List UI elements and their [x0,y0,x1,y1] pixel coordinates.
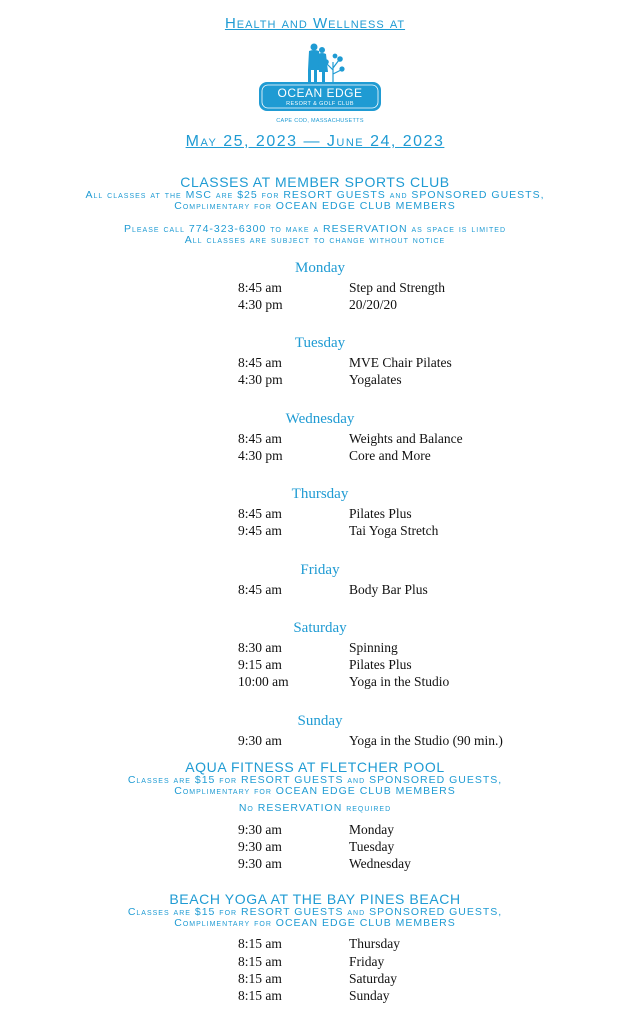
session-day: Friday [349,954,385,969]
msc-change-note: All classes are subject to change without notice [184,234,446,246]
class-time: 8:45 am [238,431,282,446]
day-heading-friday: Friday [300,562,340,578]
aqua-price-note: Classes are $15 for RESORT GUESTS and SPONSORED GUESTS, [127,774,503,786]
class-time: 8:45 am [238,582,282,597]
logo-name: OCEAN EDGE [277,86,363,100]
class-time: 9:30 am [238,733,282,748]
class-time: 8:45 am [238,280,282,295]
session-day: Wednesday [349,856,411,871]
ocean-edge-logo [255,40,385,128]
session-time: 9:30 am [238,822,282,837]
day-heading-monday: Monday [295,260,345,276]
day-heading-sunday: Sunday [297,713,343,729]
session-time: 8:15 am [238,971,282,986]
msc-member-note: Complimentary for OCEAN EDGE CLUB MEMBERS [174,200,456,212]
class-name: Tai Yoga Stretch [349,523,439,538]
class-name: Yoga in the Studio (90 min.) [349,733,503,748]
logo-subline: RESORT & GOLF CLUB [286,101,354,107]
beach-section-title: BEACH YOGA AT THE BAY PINES BEACH [169,891,461,907]
logo-location: CAPE COD, MASSACHUSETTS [276,118,364,124]
date-range: May 25, 2023 — June 24, 2023 [185,133,445,150]
beach-price-note: Classes are $15 for RESORT GUESTS and SPONSORED GUESTS, [127,906,503,918]
page-title: Health and Wellness at [224,15,406,32]
day-heading-wednesday: Wednesday [285,411,355,427]
session-time: 9:30 am [238,839,282,854]
session-day: Sunday [349,988,390,1003]
msc-price-note: All classes at the MSC are $25 for RESORT GUESTS and SPONSORED GUESTS, [85,189,545,201]
msc-reservation-note: Please call 774-323-6300 to make a RESERVATION as space is limited [123,223,507,235]
class-name: Core and More [349,448,431,463]
class-time: 10:00 am [238,674,289,689]
class-name: Spinning [349,640,398,655]
msc-section-title: CLASSES AT MEMBER SPORTS CLUB [180,174,450,190]
day-heading-thursday: Thursday [291,486,349,502]
day-heading-saturday: Saturday [293,620,347,636]
class-time: 8:45 am [238,506,282,521]
session-time: 9:30 am [238,856,282,871]
session-day: Saturday [349,971,397,986]
class-name: Yogalates [349,372,402,387]
class-name: Body Bar Plus [349,582,428,597]
couple-tree-icon [255,40,385,128]
class-name: 20/20/20 [349,297,398,312]
session-time: 8:15 am [238,988,282,1003]
beach-member-note: Complimentary for OCEAN EDGE CLUB MEMBERS [174,917,456,929]
class-name: Step and Strength [349,280,445,295]
session-day: Monday [349,822,394,837]
class-time: 4:30 pm [238,372,283,387]
class-time: 4:30 pm [238,448,283,463]
class-name: Pilates Plus [349,506,412,521]
class-time: 4:30 pm [238,297,283,312]
class-name: Weights and Balance [349,431,463,446]
session-time: 8:15 am [238,954,282,969]
aqua-reservation-note: No RESERVATION required [238,802,392,814]
aqua-section-title: AQUA FITNESS AT FLETCHER POOL [185,759,445,775]
class-time: 8:45 am [238,355,282,370]
aqua-member-note: Complimentary for OCEAN EDGE CLUB MEMBERS [174,785,456,797]
session-time: 8:15 am [238,936,282,951]
class-name: MVE Chair Pilates [349,355,452,370]
day-heading-tuesday: Tuesday [294,335,346,351]
class-name: Yoga in the Studio [349,674,450,689]
class-time: 8:30 am [238,640,282,655]
session-day: Tuesday [349,839,395,854]
session-day: Thursday [349,936,400,951]
class-time: 9:15 am [238,657,282,672]
class-time: 9:45 am [238,523,282,538]
class-name: Pilates Plus [349,657,412,672]
